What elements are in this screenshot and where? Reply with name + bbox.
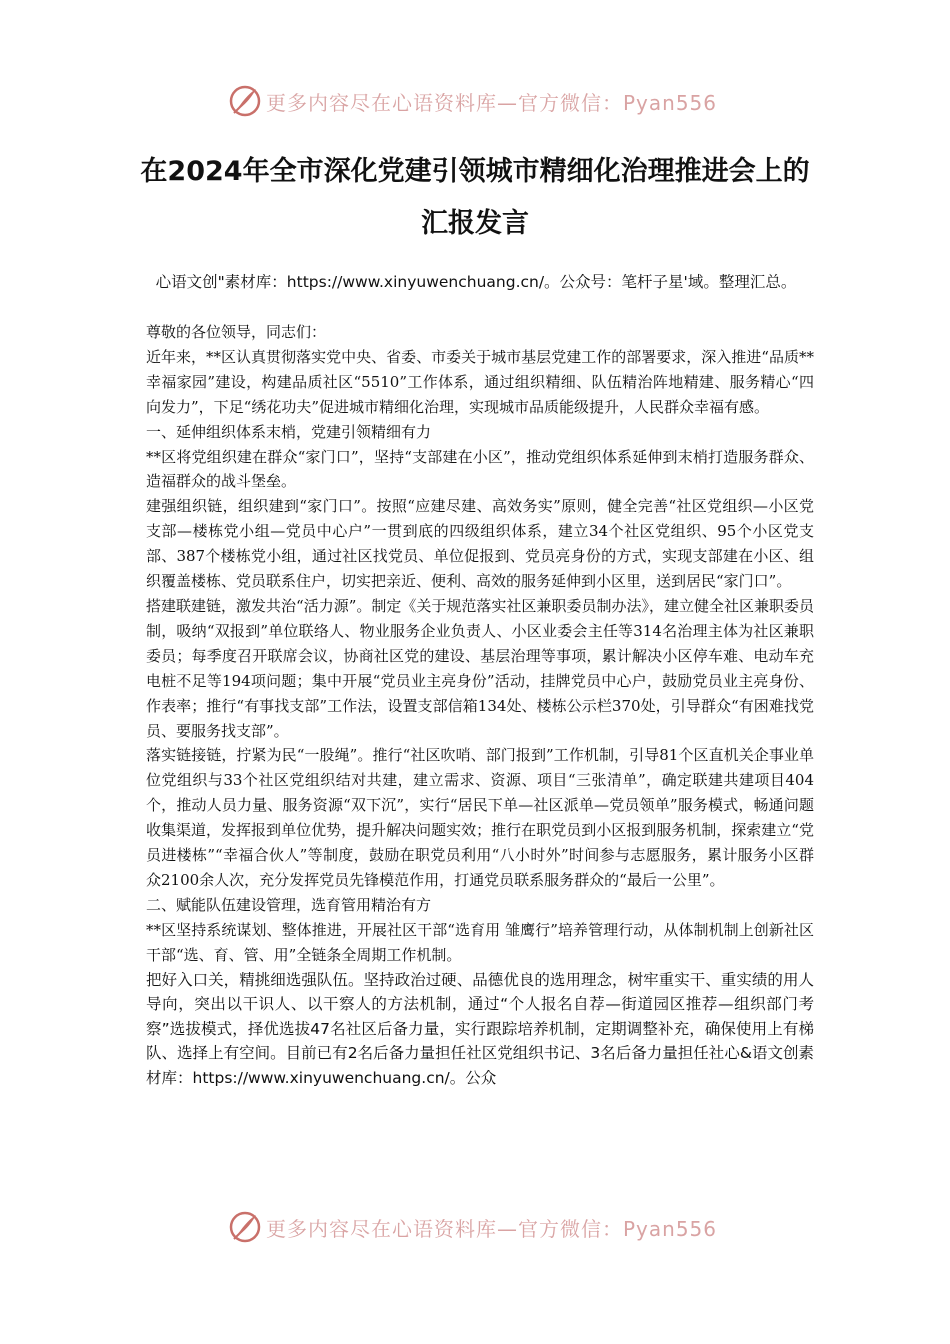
- section-heading: 二、赋能队伍建设管理，选育管用精治有方: [146, 895, 432, 914]
- paragraph: 搭建联建链，激发共治“活力源”。制定《关于规范落实社区兼职委员制办法》，建立健全社区兼职委员制，吸纳“双报到”单位联络人、物业服务企业负责人、小区业委会主任等314名治理主体为社区兼职委员；每季度召开联席会议，协商社区党的建设、基层治理等事项，累计解决小区停车难、电动车充电桩不足等194项问题；集中开展“党员业主亮身份”活动，挂牌党员中心户，鼓励党员业主亮身份、作表率；推行“有事找支部”工作法，设置支部信箱134处、楼栋公示栏370处，引导群众“有困难找党员、要服务找支部”。: [146, 596, 814, 740]
- paragraph: 建强组织链，组织建到“家门口”。按照“应建尽建、高效务实”原则，健全完善“社区党组织—小区党支部—楼栋党小组—党员中心户”一贯到底的四级组织体系，建立34个社区党组织、95个小区党支部、387个楼栋党小组，通过社区找党员、单位促报到、党员亮身份的方式，实现支部建在小区、组织覆盖楼栋、党员联系住户，切实把亲近、便利、高效的服务延伸到小区里，送到居民“家门口”。: [146, 497, 814, 591]
- paragraph: 把好入口关，精挑细选强队伍。坚持政治过硬、品德优良的选用理念，树牢重实干、重实绩的用人导向，突出以干识人、以干察人的方法机制，通过“个人报名自荐—街道园区推荐—组织部门考察”选拔模式，择优选拔47名社区后备力量，实行跟踪培养机制，定期调整补充，确保使用上有梯队、选择上有空间。目前已有2名后备力量担任社区党组织书记、3名后备力量担任社心&语文创素材库：https://www.xinyuwenchuang.cn/。公众: [146, 970, 814, 1087]
- source-line: 心语文创"素材库：https://www.xinyuwenchuang.cn/。公众号：笔杆子星'域。整理汇总。: [155, 273, 797, 291]
- document-title: 在2024年全市深化党建引领城市精细化治理推进会上的汇报发言: [140, 156, 810, 239]
- section-heading: 一、延伸组织体系末梢，党建引领精细有力: [146, 422, 432, 441]
- paragraph: **区将党组织建在群众“家门口”，坚持“支部建在小区”，推动党组织体系延伸到末梢打造服务群众、造福群众的战斗堡垒。: [146, 447, 814, 491]
- paragraph: 尊敬的各位领导，同志们：: [146, 323, 327, 341]
- feather-logo-icon: [228, 1210, 262, 1244]
- header-watermark-banner: [0, 80, 950, 124]
- paragraph: 落实链接链，拧紧为民“一股绳”。推行“社区吹哨、部门报到”工作机制，引导81个区直机关企事业单位党组织与33个社区党组织结对共建，建立需求、资源、项目“三张清单”，确定联建共建项目404个，推动人员力量、服务资源“双下沉”，实行“居民下单—社区派单—党员领单”服务模式，畅通问题收集渠道，发挥报到单位优势，提升解决问题实效；推行在职党员到小区报到服务机制，探索建立“党员进楼栋”“幸福合伙人”等制度，鼓励在职党员利用“八小时外”时间参与志愿服务，累计服务小区群众2100余人次，充分发挥党员先锋模范作用，打通党员联系服务群众的“最后一公里”。: [146, 746, 814, 889]
- paragraph: 近年来，**区认真贯彻落实党中央、省委、市委关于城市基层党建工作的部署要求，深入推进“品质** 幸福家园”建设，构建品质社区“5510”工作体系，通过组织精细、队伍精治阵地精建、服务精心“四向发力”，下足“绣花功夫”促进城市精细化治理，实现城市品质能级提升，人民群众幸福有感。: [146, 347, 814, 416]
- document-body: [146, 320, 814, 1091]
- paragraph: **区坚持系统谋划、整体推进，开展社区干部“选育用 雏鹰行”培养管理行动，从体制机制上创新社区干部“选、育、管、用”全链条全周期工作机制。: [146, 920, 814, 964]
- banner-text: 更多内容尽在心语资料库—官方微信：Pyan556: [266, 1216, 718, 1241]
- banner-text: 更多内容尽在心语资料库—官方微信：Pyan556: [266, 90, 718, 115]
- footer-watermark-banner: [0, 1206, 950, 1250]
- feather-logo-icon: [228, 84, 262, 118]
